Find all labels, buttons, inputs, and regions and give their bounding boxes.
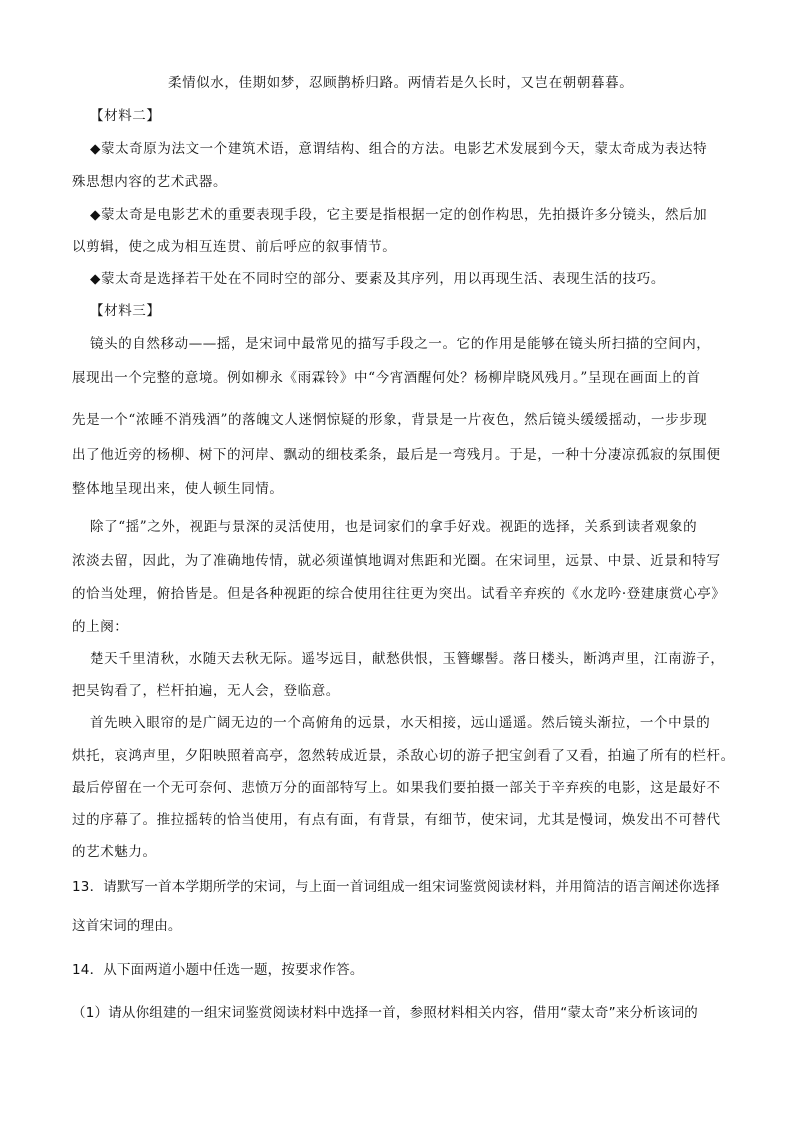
material-two-bullet-3-line-1: ◆蒙太奇是选择若干处在不同时空的部分、要素及其序列，用以再现生活、表现生活的技巧。 — [90, 271, 665, 287]
material-three-p1-line: 先是一个“浓睡不消残酒”的落魄文人迷惘惊疑的形象，背景是一片夜色，然后镜头缓缓摇动，一步步现 — [72, 412, 708, 428]
material-three-p1-line: 展现出一个完整的意境。例如柳永《雨霖铃》中“今宵酒醒何处？杨柳岸晓风残月。”呈现在画面上的首 — [72, 370, 701, 386]
material-three-p3-line: 的艺术魅力。 — [72, 844, 157, 860]
quoted-poem-line: 楚天千里清秋，水随天去秋无际。遥岑远目，献愁供恨，玉簪螺髻。落日楼头，断鸿声里，江南游子， — [90, 651, 725, 667]
material-three-heading: 【材料三】 — [90, 303, 161, 319]
material-two-bullet-2-line-2: 以剪辑，使之成为相互连贯、前后呼应的叙事情节。 — [72, 239, 397, 255]
material-three-p1-line: 出了他近旁的杨柳、树下的河岸、飘动的细枝柔条，最后是一弯残月。于是，一种十分凄凉孤寂的氛围便 — [72, 447, 721, 463]
question-14-line: 14．从下面两道小题中任选一题，按要求作答。 — [72, 962, 364, 978]
material-two-bullet-1-line-2: 殊思想内容的艺术武器。 — [72, 174, 228, 190]
question-14-part-1-line: （1）请从你组建的一组宋词鉴赏阅读材料中选择一首，参照材料相关内容，借用“蒙太奇”来分析该词的 — [72, 1005, 698, 1021]
material-three-p3-line: 首先映入眼帘的是广阔无边的一个高俯角的远景，水天相接，远山遥遥。然后镜头渐拉，一个中景的 — [90, 715, 711, 731]
material-three-p2-line: 的恰当处理，俯拾皆是。但是各种视距的综合使用往往更为突出。试看辛弃疾的《水龙吟·登建康赏心亭》 — [72, 586, 726, 602]
material-three-p1-line: 整体地呈现出来，使人顿生同情。 — [72, 481, 284, 497]
poem-tail-line: 柔情似水，佳期如梦，忍顾鹊桥归路。两情若是久长时，又岂在朝朝暮暮。 — [168, 75, 634, 91]
material-three-p1-line: 镜头的自然移动——摇，是宋词中最常见的描写手段之一。它的作用是能够在镜头所扫描的空间内， — [90, 336, 711, 352]
material-two-bullet-1-line-1: ◆蒙太奇原为法文一个建筑术语，意谓结构、组合的方法。电影艺术发展到今天，蒙太奇成为表达特 — [90, 141, 708, 157]
material-three-p2-line: 浓淡去留，因此，为了准确地传情，就必须谨慎地调对焦距和光圈。在宋词里，远景、中景、近景和特写 — [72, 553, 721, 569]
material-two-bullet-2-line-1: ◆蒙太奇是电影艺术的重要表现手段，它主要是指根据一定的创作构思，先拍摄许多分镜头，然后加 — [90, 207, 708, 223]
material-three-p3-line: 过的序幕了。推拉摇转的恰当使用，有点有面，有背景，有细节，使宋词，尤其是慢词，焕发出不可替代 — [72, 812, 721, 828]
question-13-line: 这首宋词的理由。 — [72, 918, 182, 934]
material-three-p2-line: 除了“摇”之外，视距与景深的灵活使用，也是词家们的拿手好戏。视距的选择，关系到读者观象的 — [90, 519, 698, 535]
material-two-heading: 【材料二】 — [90, 108, 161, 124]
material-three-p2-line: 的上阕： — [72, 619, 129, 635]
quoted-poem-line: 把吴钩看了，栏杆拍遍，无人会，登临意。 — [72, 683, 340, 699]
material-three-p3-line: 最后停留在一个无可奈何、悲愤万分的面部特写上。如果我们要拍摄一部关于辛弃疾的电影，这是最好不 — [72, 780, 721, 796]
question-13-line: 13．请默写一首本学期所学的宋词，与上面一首词组成一组宋词鉴赏阅读材料，并用简洁的语言阐述你选择 — [72, 879, 720, 895]
material-three-p3-line: 烘托，哀鸿声里，夕阳映照着高亭，忽然转成近景，杀敌心切的游子把宝剑看了又看，拍遍了所有的栏杆。 — [72, 748, 735, 764]
